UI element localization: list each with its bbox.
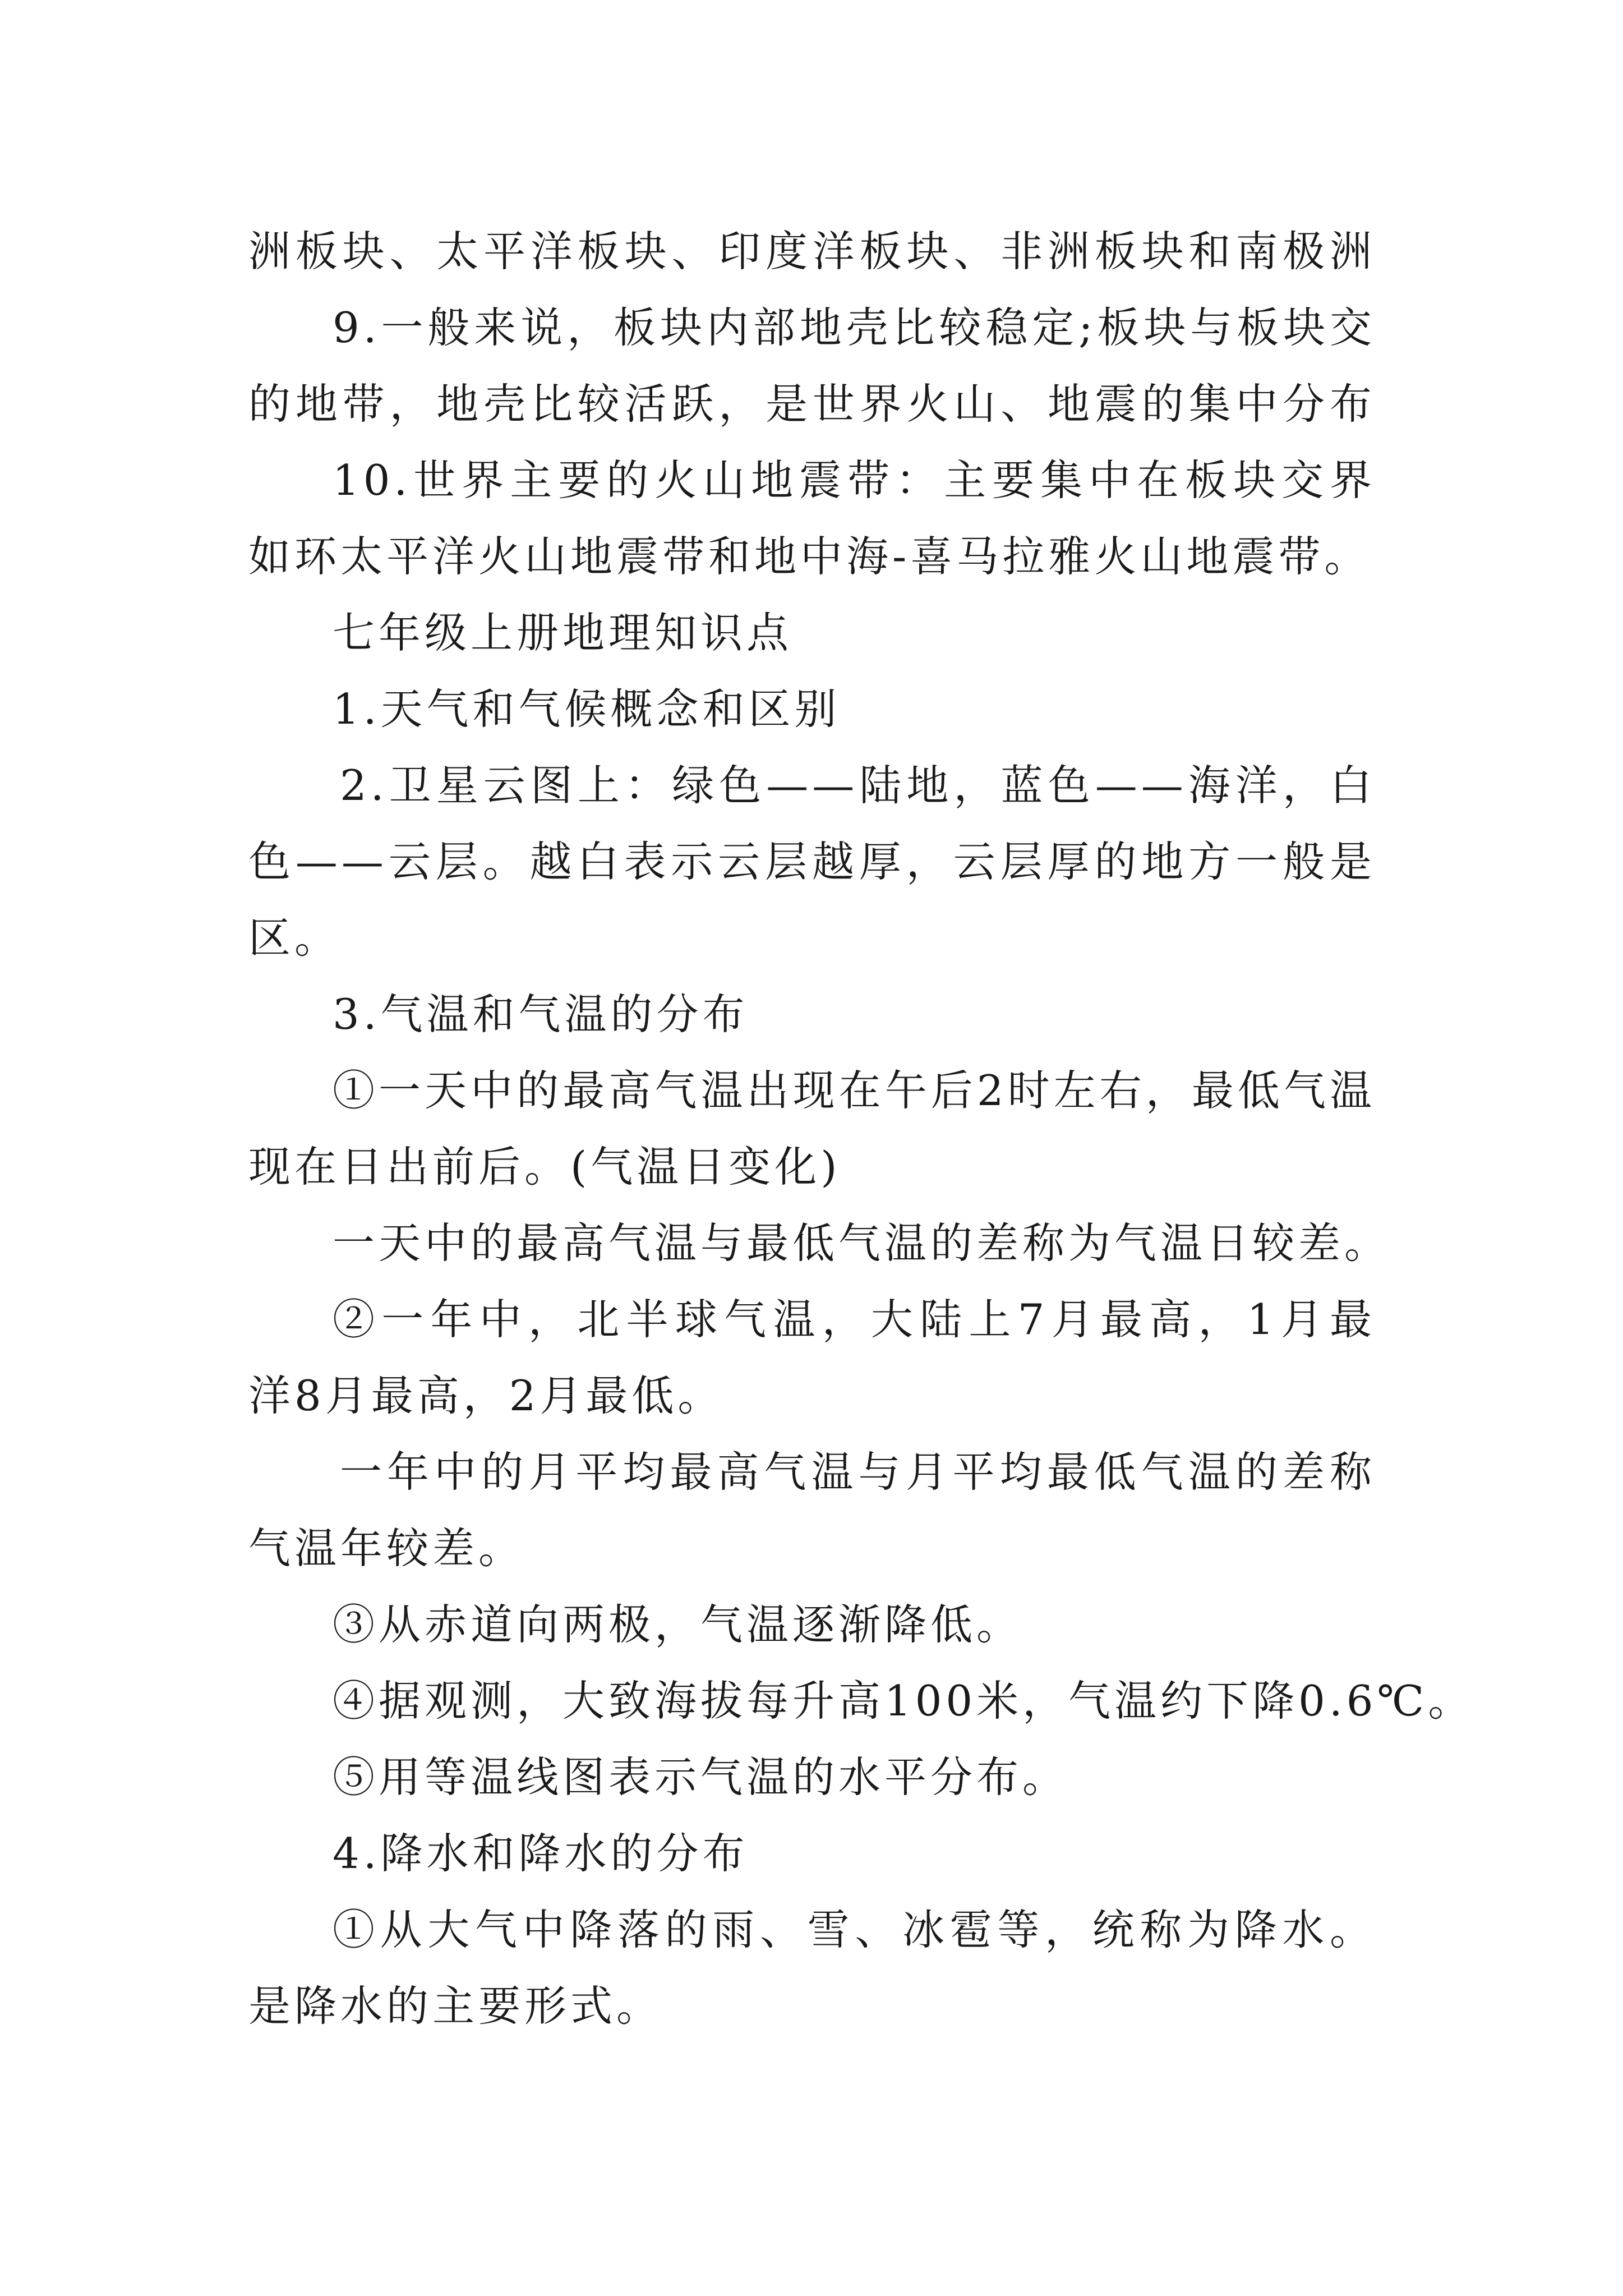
paragraph-line: 10.世界主要的火山地震带：主要集中在板块交界 [333, 455, 1376, 505]
paragraph-line: 一年中的月平均最高气温与月平均最低气温的差称 [340, 1447, 1376, 1497]
paragraph-line: ②一年中，北半球气温，大陆上7月最高，1月最 [333, 1295, 1376, 1344]
paragraph-line: 一天中的最高气温与最低气温的差称为气温日较差。 [333, 1218, 1391, 1268]
item-heading: 1.天气和气候概念和区别 [333, 684, 841, 734]
paragraph-line: 是降水的主要形式。 [248, 1981, 663, 2031]
paragraph-line: 现在日出前后。(气温日变化) [248, 1142, 841, 1191]
paragraph-line: 2.卫星云图上：绿色——陆地，蓝色——海洋，白 [340, 761, 1376, 810]
item-heading: 4.降水和降水的分布 [333, 1829, 749, 1878]
paragraph-line: 洲板块、太平洋板块、印度洋板块、非洲板块和南极洲 [248, 227, 1376, 276]
paragraph-line: 的地带，地壳比较活跃，是世界火山、地震的集中分布 [248, 379, 1376, 429]
paragraph-line: ①从大气中降落的雨、雪、冰雹等，统称为降水。 [333, 1905, 1376, 1954]
paragraph-line: ①一天中的最高气温出现在午后2时左右，最低气温 [333, 1066, 1376, 1115]
paragraph-line: ⑤用等温线图表示气温的水平分布。 [333, 1752, 1069, 1802]
paragraph-line: 如环太平洋火山地震带和地中海-喜马拉雅火山地震带。 [248, 532, 1371, 581]
paragraph-line: 色——云层。越白表示云层越厚，云层厚的地方一般是 [248, 837, 1376, 886]
paragraph-line: 气温年较差。 [248, 1524, 525, 1573]
paragraph-line: 洋8月最高，2月最低。 [248, 1371, 724, 1420]
paragraph-line: 9.一般来说，板块内部地壳比较稳定;板块与板块交 [333, 303, 1376, 352]
paragraph-line: 区。 [248, 913, 341, 963]
paragraph-line: ③从赤道向两极，气温逐渐降低。 [333, 1600, 1023, 1649]
document-body [248, 213, 1474, 2044]
section-heading: 七年级上册地理知识点 [333, 608, 793, 657]
item-heading: 3.气温和气温的分布 [333, 990, 749, 1039]
paragraph-line: ④据观测，大致海拔每升高100米，气温约下降0.6℃。 [333, 1676, 1474, 1726]
